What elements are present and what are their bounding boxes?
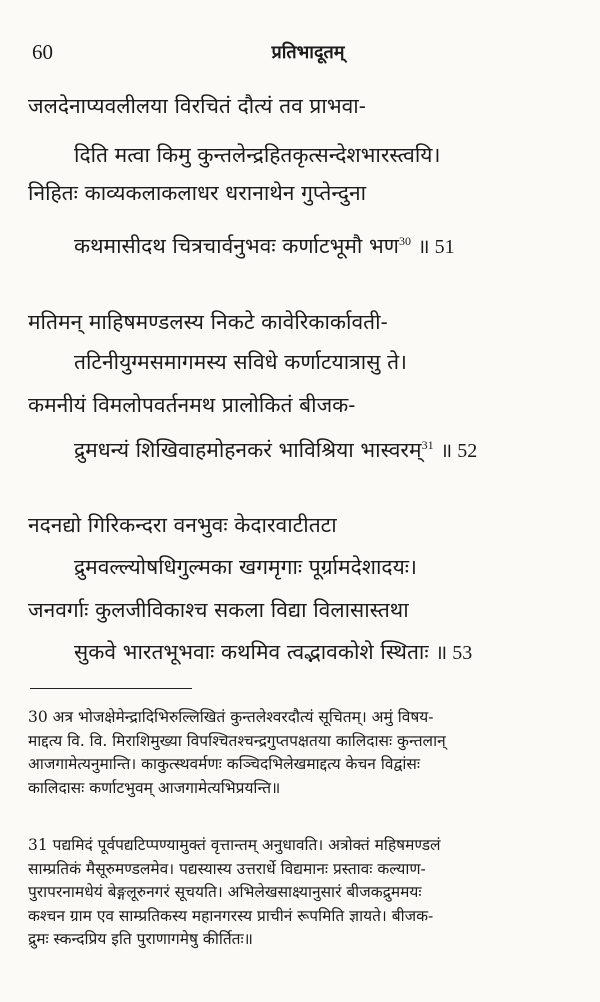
- verse-text: सुकवे भारतभूभवाः कथमिव त्वद्भावकोशे स्थिताः: [74, 640, 429, 664]
- verse-line: [74, 432, 477, 464]
- verse-line: नदनद्यो गिरिकन्दरा वनभुवः केदारवाटीतटा: [28, 513, 337, 537]
- footnote-marker: 30: [398, 234, 411, 248]
- running-title: प्रतिभादूतम्: [271, 42, 345, 63]
- verse-number: ॥ 52: [440, 440, 478, 462]
- footnote-line: 31 पद्यमिदं पूर्वपद्यटिप्पण्यामुक्तं वृत्तान्तम् अनुधावति। अत्रोक्तं महिषमण्डलं: [28, 836, 441, 854]
- footnote-marker: 31: [421, 438, 434, 452]
- verse-line: कमनीयं विमलोपवर्तनमथ प्रालोकितं बीजक-: [28, 393, 356, 417]
- verse-line: [74, 639, 472, 666]
- footnote-line: साम्प्रतिकं मैसूरुमण्डलमेव। पद्यस्यास्य उत्तरार्धे विद्यमानः प्रस्तावः कल्याण-: [28, 859, 426, 878]
- verse-line: द्रुमवल्ल्योषधिगुल्मका खगमृगाः पूर्ग्रामदेशादयः।: [74, 555, 417, 579]
- footnote-line: कश्चन ग्राम एव साम्प्रतिकस्य महानगरस्य प्राचीनं रूपमिति ज्ञायते। बीजक-: [28, 906, 434, 925]
- footnote-line: आजगामेत्यनुमान्ति। काकुत्स्थवर्मणः कञ्चिदभिलेखमाद्दत्य केचन विद्वांसः: [28, 755, 420, 773]
- page-header: [28, 40, 588, 68]
- footnote-separator: [30, 688, 192, 689]
- verse-number: ॥ 51: [417, 236, 455, 258]
- footnote-line: कालिदासः कर्णाटभुवम् आजगामेत्यभिप्रयन्ति॥: [28, 778, 281, 797]
- footnote-30: [28, 706, 584, 800]
- verse-line: जनवर्गाः कुलजीविकाश्च सकला विद्या विलासास्तथा: [28, 598, 409, 622]
- verse-line: जलदेनाप्यवलीलया विरचितं दौत्यं तव प्राभवा-: [28, 94, 366, 118]
- page-number: 60: [32, 40, 53, 64]
- footnote-line: पुरापरनामधेयं बेङ्गलूरुनगरं सूचयति। अभिलेखसाक्ष्यानुसारं बीजकद्रुममयः: [28, 883, 422, 901]
- verse-line: निहितः काव्यकलाकलाधर धरानाथेन गुप्तेन्दुना: [28, 181, 367, 205]
- footnote-line: द्रुमः स्कन्दप्रिय इति पुराणागमेषु कीर्तितः॥: [28, 930, 253, 948]
- verse-number: ॥ 53: [435, 642, 473, 664]
- footnote-line: 30 अत्र भोजक्षेमेन्द्रादिभिरुल्लिखितं कुन्तलेश्वरदौत्यं सूचितम्। अमुं विषय-: [28, 708, 434, 726]
- verse-text: कथमासीदथ चित्रचार्वनुभवः कर्णाटभूमौ भण: [74, 234, 399, 258]
- footnote-line: माद्दत्य वि. वि. मिराशिमुख्या विपश्चितश्चन्द्रगुप्तपक्षतया कालिदासः कुन्तलान्: [28, 731, 446, 750]
- footnote-31: [28, 834, 584, 952]
- verse-text: द्रुमधन्यं शिखिवाहमोहनकरं भाविश्रिया भास्वरम्: [74, 438, 422, 462]
- verse-line: [74, 228, 455, 260]
- verse-line: दिति मत्वा किमु कुन्तलेन्द्रहितकृत्सन्देशभारस्त्वयि।: [74, 143, 441, 167]
- verse-line: तटिनीयुग्मसमागमस्य सविधे कर्णाटयात्रासु ते।: [74, 350, 408, 374]
- verse-line: मतिमन् माहिषमण्डलस्य निकटे कावेरिकार्कावती-: [28, 310, 388, 334]
